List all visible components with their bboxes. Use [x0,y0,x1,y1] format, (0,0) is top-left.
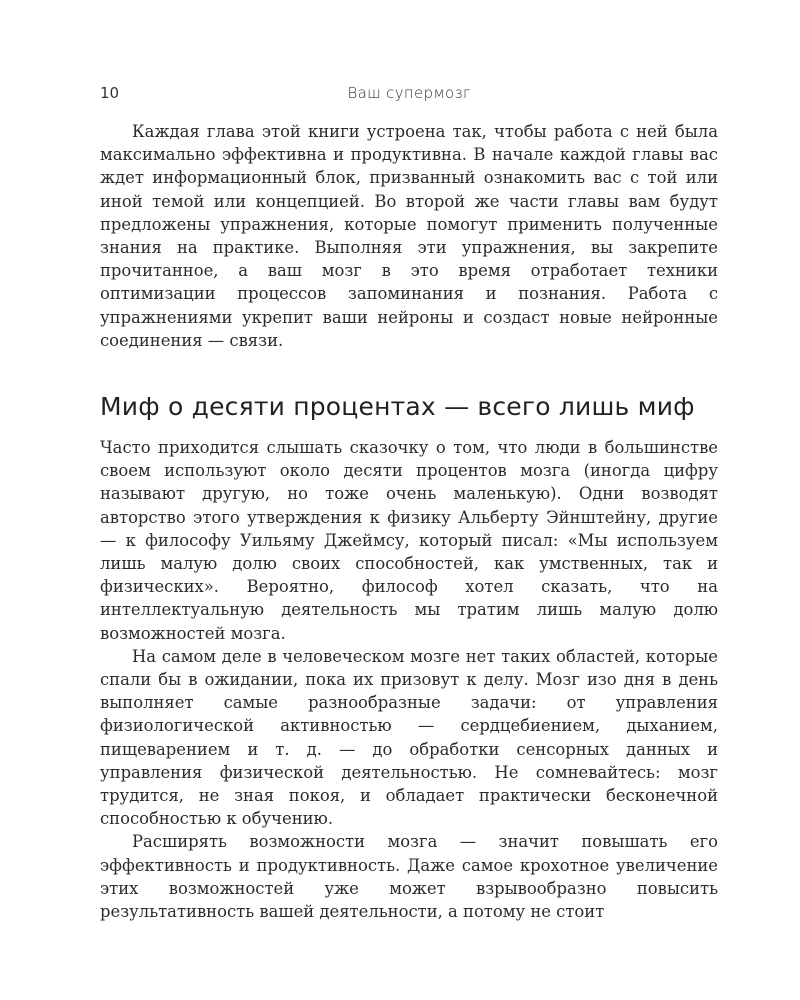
section-heading: Миф о десяти процентах — всего лишь миф [100,392,695,422]
intro-paragraph: Каждая глава этой книги устроена так, чтобы работа с ней была максимально эффективна и продуктивна. В начале каждой главы вас ждет информационный блок, призванный ознакомить вас с той или иной темой или концепцией. Во второй же части главы вам будут предложены упражнения, которые помогут применить полученные знания на практике. Выполняя эти упражнения, вы закрепите прочитанное, а ваш мозг в это время отработает техники оптимизации процессов запоминания и познания. Работа с упражнениями укрепит ваши нейроны и создаст новые нейронные соединения — связи. [100,122,718,350]
section-paragraph-1: Часто приходится слышать сказочку о том, что люди в большинстве своем используют около десяти процентов мозга (иногда цифру называют другую, но тоже очень маленькую). Одни возводят авторство этого утверждения к физику Альберту Эйнштейну, другие — к философу Уильяму Джеймсу, который писал: «Мы используем лишь малую долю своих способностей, как умственных, так и физических». Вероятно, философ хотел сказать, что на интеллектуальную деятельность мы тратим лишь малую долю возможностей мозга. [100,438,718,643]
book-title: Ваш супермозг [347,84,471,102]
section-paragraph-3: Расширять возможности мозга — значит повышать его эффективность и продуктивность. Даже самое крохотное увеличение этих возможностей уже может взрывообразно повысить результативность вашей деятельности, а потому не стоит [100,832,718,922]
running-header [100,80,718,108]
page-number: 10 [100,84,120,102]
book-page [100,80,718,923]
section-paragraph-2: На самом деле в человеческом мозге нет таких областей, которые спали бы в ожидании, пока их призовут к делу. Мозг изо дня в день выполняет самые разнообразные задачи: от управления физиологической активностью — сердцебиением, дыханием, пищеварением и т. д. — до обработки сенсорных данных и управления физической деятельностью. Не сомневайтесь: мозг трудится, не зная покоя, и обладает практически бесконечной способностью к обучению. [100,646,718,829]
